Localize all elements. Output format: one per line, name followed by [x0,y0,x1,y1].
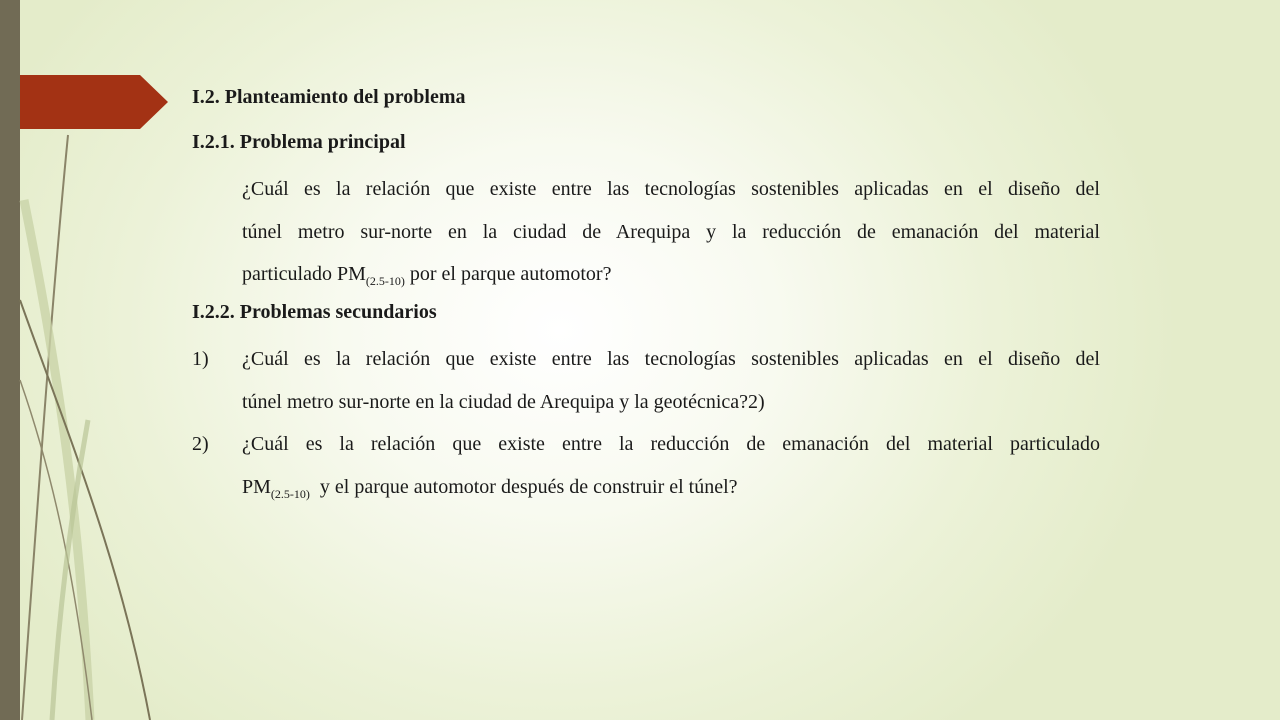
list-item-text [242,338,1100,423]
title-arrow-marker [20,75,168,129]
subsection-heading-secundarios: I.2.2. Problemas secundarios [192,301,437,323]
principal-line-3-rest: por el parque automotor? [404,263,612,285]
item2-line-2-text: PM [242,475,271,498]
list-item-number: 1) [192,348,209,370]
principal-line-1: ¿Cuál es la relación que existe entre las tecnologías sostenibles aplicadas en el diseño del [242,178,1100,200]
principal-problem-paragraph [242,168,1100,296]
item2-line-2-rest: y el parque automotor después de construir el túnel? [309,475,738,498]
pm-subscript: (2.5-10) [365,274,405,288]
pm-subscript: (2.5-10) [270,486,310,501]
principal-line-3-text: particulado PM [242,263,366,285]
principal-line-3 [242,253,1100,296]
item1-line-1: ¿Cuál es la relación que existe entre las tecnologías sostenibles aplicadas en el diseño del [242,348,1100,370]
item2-line-2 [242,466,1100,509]
list-item-text [242,423,1100,508]
subsection-heading-principal: I.2.1. Problema principal [192,131,406,153]
section-heading: I.2. Planteamiento del problema [192,86,466,108]
item1-line-2: túnel metro sur-norte en la ciudad de Arequipa y la geotécnica?2) [242,390,765,413]
item2-line-1: ¿Cuál es la relación que existe entre la reducción de emanación del material particulado [242,433,1100,455]
principal-line-2: túnel metro sur-norte en la ciudad de Arequipa y la reducción de emanación del material [242,220,1100,243]
list-item-number: 2) [192,433,209,455]
